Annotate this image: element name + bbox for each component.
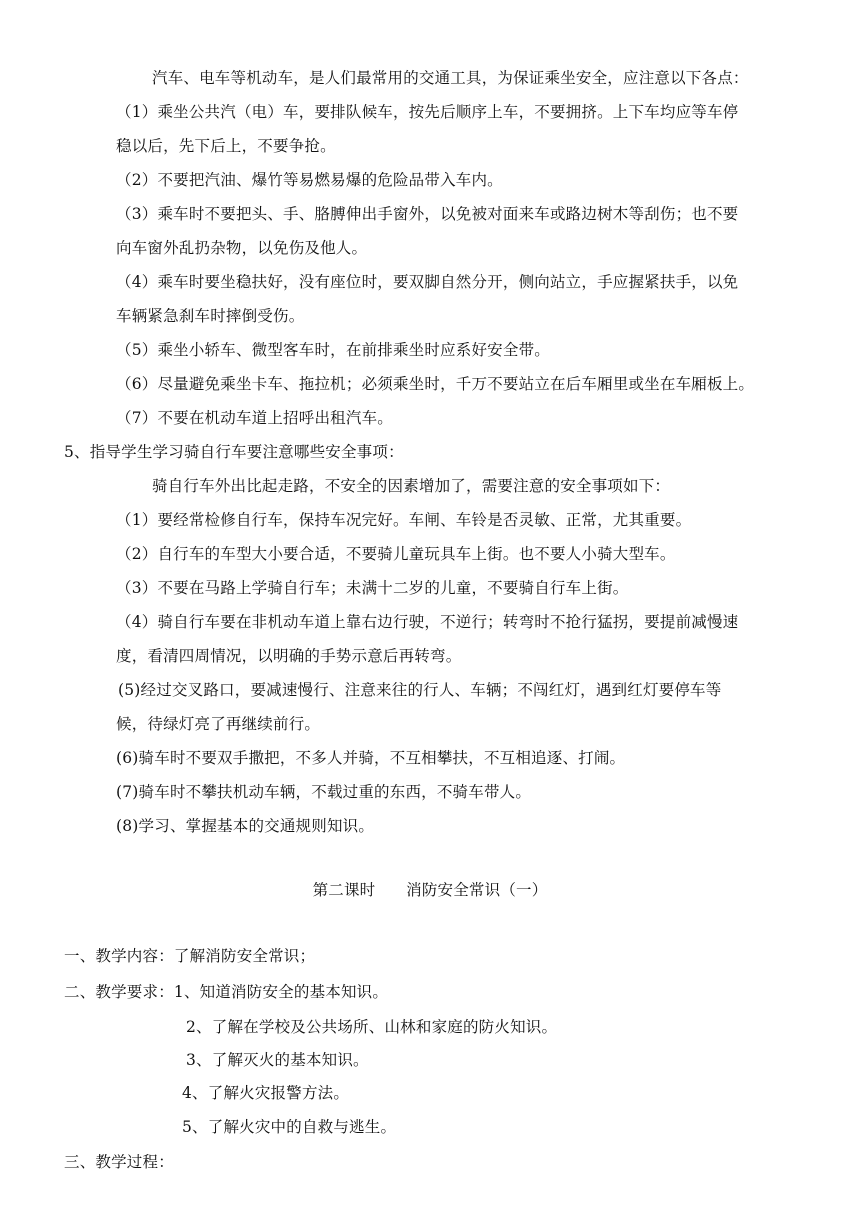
bike-rule-4-line-1: （4）骑自行车要在非机动车道上靠右边行驶，不逆行；转弯时不抢行猛拐，要提前减慢速 bbox=[116, 613, 739, 631]
bike-rule-1: （1）要经常检修自行车，保持车况完好。车闸、车铃是否灵敏、正常，尤其重要。 bbox=[116, 511, 692, 529]
bike-rule-2: （2）自行车的车型大小要合适，不要骑儿童玩具车上街。也不要人小骑大型车。 bbox=[116, 545, 676, 563]
lesson-title: 第二课时 消防安全常识（一） bbox=[312, 881, 548, 899]
car-intro-paragraph: 汽车、电车等机动车，是人们最常用的交通工具，为保证乘坐安全，应注意以下各点： bbox=[152, 69, 749, 87]
teaching-requirement-4: 4、了解火灾报警方法。 bbox=[182, 1084, 350, 1102]
car-rule-3-line-2: 向车窗外乱扔杂物，以免伤及他人。 bbox=[116, 239, 368, 257]
bike-rule-6: (6)骑车时不要双手撒把，不多人并骑，不互相攀扶，不互相追逐、打闹。 bbox=[116, 749, 626, 767]
teaching-requirement-3: 3、了解灭火的基本知识。 bbox=[186, 1051, 369, 1069]
teaching-requirement-1: 二、教学要求：1、知道消防安全的基本知识。 bbox=[64, 983, 389, 1001]
bike-section-heading: 5、指导学生学习骑自行车要注意哪些安全事项： bbox=[64, 443, 404, 461]
teaching-requirement-5: 5、了解火灾中的自救与逃生。 bbox=[182, 1118, 397, 1136]
car-rule-6: （6）尽量避免乘坐卡车、拖拉机；必须乘坐时，千万不要站立在后车厢里或坐在车厢板上。 bbox=[116, 375, 755, 393]
bike-rule-8: (8)学习、掌握基本的交通规则知识。 bbox=[116, 817, 375, 835]
car-rule-4-line-1: （4）乘车时要坐稳扶好，没有座位时，要双脚自然分开，侧向站立，手应握紧扶手，以免 bbox=[116, 273, 739, 291]
bike-rule-7: (7)骑车时不攀扶机动车辆，不载过重的东西，不骑车带人。 bbox=[116, 783, 532, 801]
bike-intro-paragraph: 骑自行车外出比起走路，不安全的因素增加了，需要注意的安全事项如下： bbox=[152, 477, 671, 495]
car-rule-1-line-2: 稳以后，先下后上，不要争抢。 bbox=[116, 137, 336, 155]
teaching-requirement-2: 2、了解在学校及公共场所、山林和家庭的防火知识。 bbox=[186, 1018, 558, 1036]
car-rule-3-line-1: （3）乘车时不要把头、手、胳膊伸出手窗外，以免被对面来车或路边树木等刮伤；也不要 bbox=[116, 205, 739, 223]
bike-rule-5-line-2: 候，待绿灯亮了再继续前行。 bbox=[116, 715, 321, 733]
car-rule-4-line-2: 车辆紧急刹车时摔倒受伤。 bbox=[116, 307, 305, 325]
teaching-process-heading: 三、教学过程： bbox=[64, 1153, 174, 1171]
car-rule-1-line-1: （1）乘坐公共汽（电）车，要排队候车，按先后顺序上车，不要拥挤。上下车均应等车停 bbox=[116, 103, 739, 121]
car-rule-2: （2）不要把汽油、爆竹等易燃易爆的危险品带入车内。 bbox=[116, 171, 503, 189]
teaching-content: 一、教学内容：了解消防安全常识； bbox=[64, 947, 316, 965]
bike-rule-3: （3）不要在马路上学骑自行车；未满十二岁的儿童，不要骑自行车上街。 bbox=[116, 579, 629, 597]
car-rule-7: （7）不要在机动车道上招呼出租汽车。 bbox=[116, 409, 393, 427]
bike-rule-5-line-1: (5)经过交叉路口，要减速慢行、注意来往的行人、车辆；不闯红灯，遇到红灯要停车等 bbox=[118, 681, 722, 699]
bike-rule-4-line-2: 度，看清四周情况，以明确的手势示意后再转弯。 bbox=[116, 647, 462, 665]
car-rule-5: （5）乘坐小轿车、微型客车时，在前排乘坐时应系好安全带。 bbox=[116, 341, 550, 359]
